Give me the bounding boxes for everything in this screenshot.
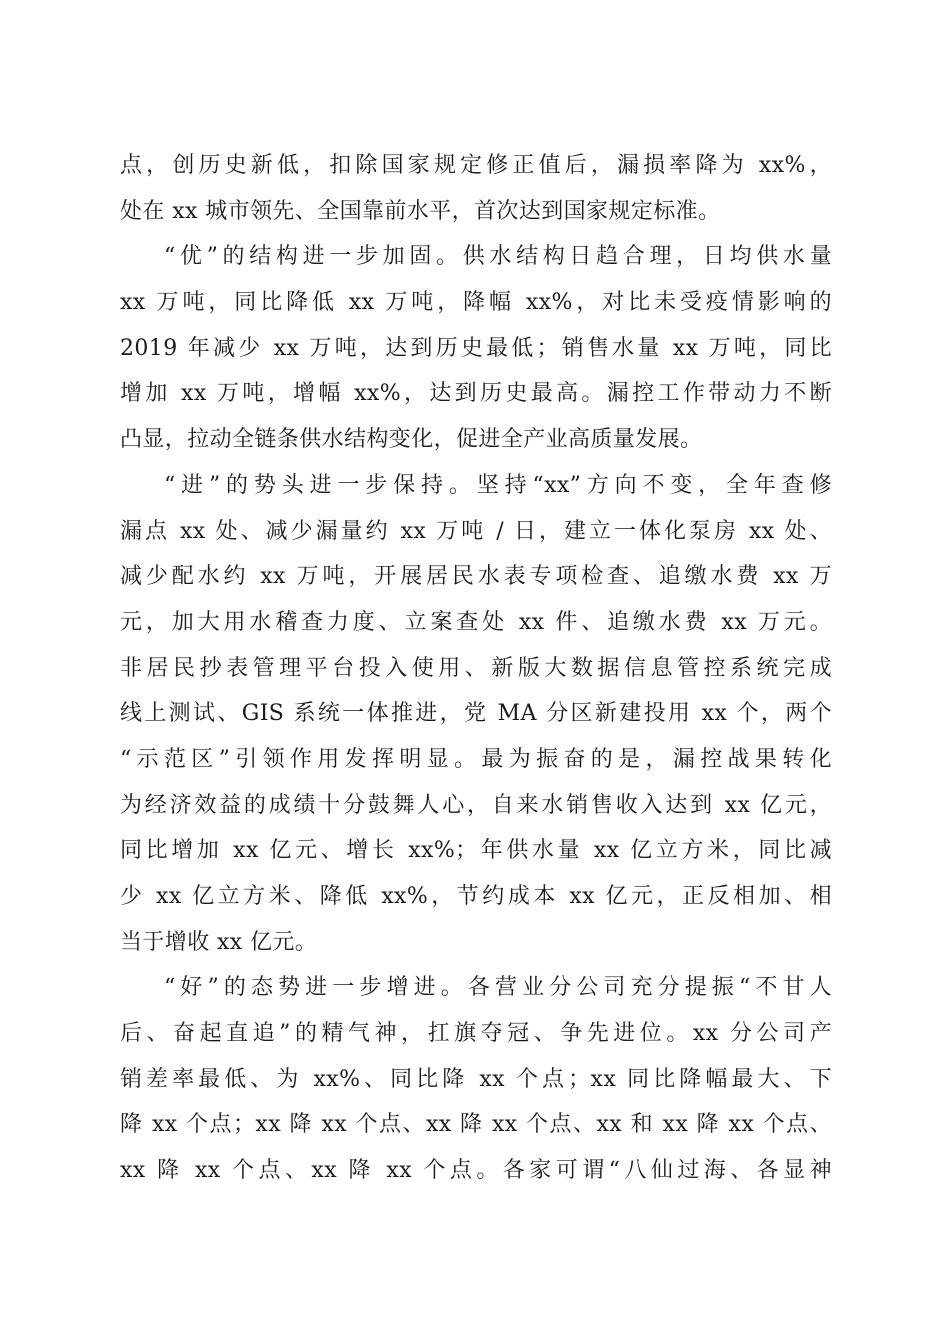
paragraph-jin (120, 463, 832, 966)
document-body (120, 143, 832, 1194)
text-line: “优”的结构进一步加固。供水结构日趋合理，日均供水量 (164, 244, 832, 270)
text-line: 减少配水约 xx 万吨，开展居民水表专项检查、追缴水费 xx 万 (120, 564, 832, 590)
text-line: 降 xx 个点；xx 降 xx 个点、xx 降 xx 个点、xx 和 xx 降 xx 个点、 (120, 1112, 832, 1138)
text-line: 漏点 xx 处、减少漏量约 xx 万吨 / 日，建立一体化泵房 xx 处、 (120, 518, 832, 544)
text-line: 凸显，拉动全链条供水结构变化，促进全产业高质量发展。 (120, 427, 703, 453)
paragraph-continuation (120, 143, 832, 234)
text-line: xx 降 xx 个点、xx 降 xx 个点。各家可谓“八仙过海、各显神 (120, 1158, 832, 1184)
text-line: “好”的态势进一步增进。各营业分公司充分提振“不甘人 (164, 975, 832, 1001)
text-line: 为经济效益的成绩十分鼓舞人心，自来水销售收入达到 xx 亿元， (120, 792, 832, 818)
text-line: 2019 年减少 xx 万吨，达到历史最低；销售水量 xx 万吨，同比 (120, 335, 832, 361)
paragraph-you (120, 234, 832, 462)
paragraph-hao (120, 965, 832, 1193)
text-line: xx 万吨，同比降低 xx 万吨，降幅 xx%，对比未受疫情影响的 (120, 290, 832, 316)
text-line: 处在 xx 城市领先、全国靠前水平，首次达到国家规定标准。 (120, 198, 721, 224)
text-line: 后、奋起直追”的精气神，扛旗夺冠、争先进位。xx 分公司产 (120, 1021, 832, 1047)
text-line: 当于增收 xx 亿元。 (120, 929, 318, 955)
text-line: 非居民抄表管理平台投入使用、新版大数据信息管控系统完成 (120, 655, 832, 681)
text-line: 同比增加 xx 亿元、增长 xx%；年供水量 xx 亿立方米，同比减 (120, 838, 832, 864)
text-line: “进”的势头进一步保持。坚持“xx”方向不变，全年查修 (164, 472, 832, 498)
text-line: 增加 xx 万吨，增幅 xx%，达到历史最高。漏控工作带动力不断 (120, 381, 832, 407)
text-line: 少 xx 亿立方米、降低 xx%，节约成本 xx 亿元，正反相加、相 (120, 884, 832, 909)
text-line: “示范区”引领作用发挥明显。最为振奋的是，漏控战果转化 (120, 746, 832, 772)
text-line: 元，加大用水稽查力度、立案查处 xx 件、追缴水费 xx 万元。 (120, 609, 832, 635)
text-line: 点，创历史新低，扣除国家规定修正值后，漏损率降为 xx%， (120, 153, 832, 178)
text-line: 销差率最低、为 xx%、同比降 xx 个点；xx 同比降幅最大、下 (120, 1066, 832, 1092)
text-line: 线上测试、GIS 系统一体推进，党 MA 分区新建投用 xx 个，两个 (120, 701, 832, 727)
